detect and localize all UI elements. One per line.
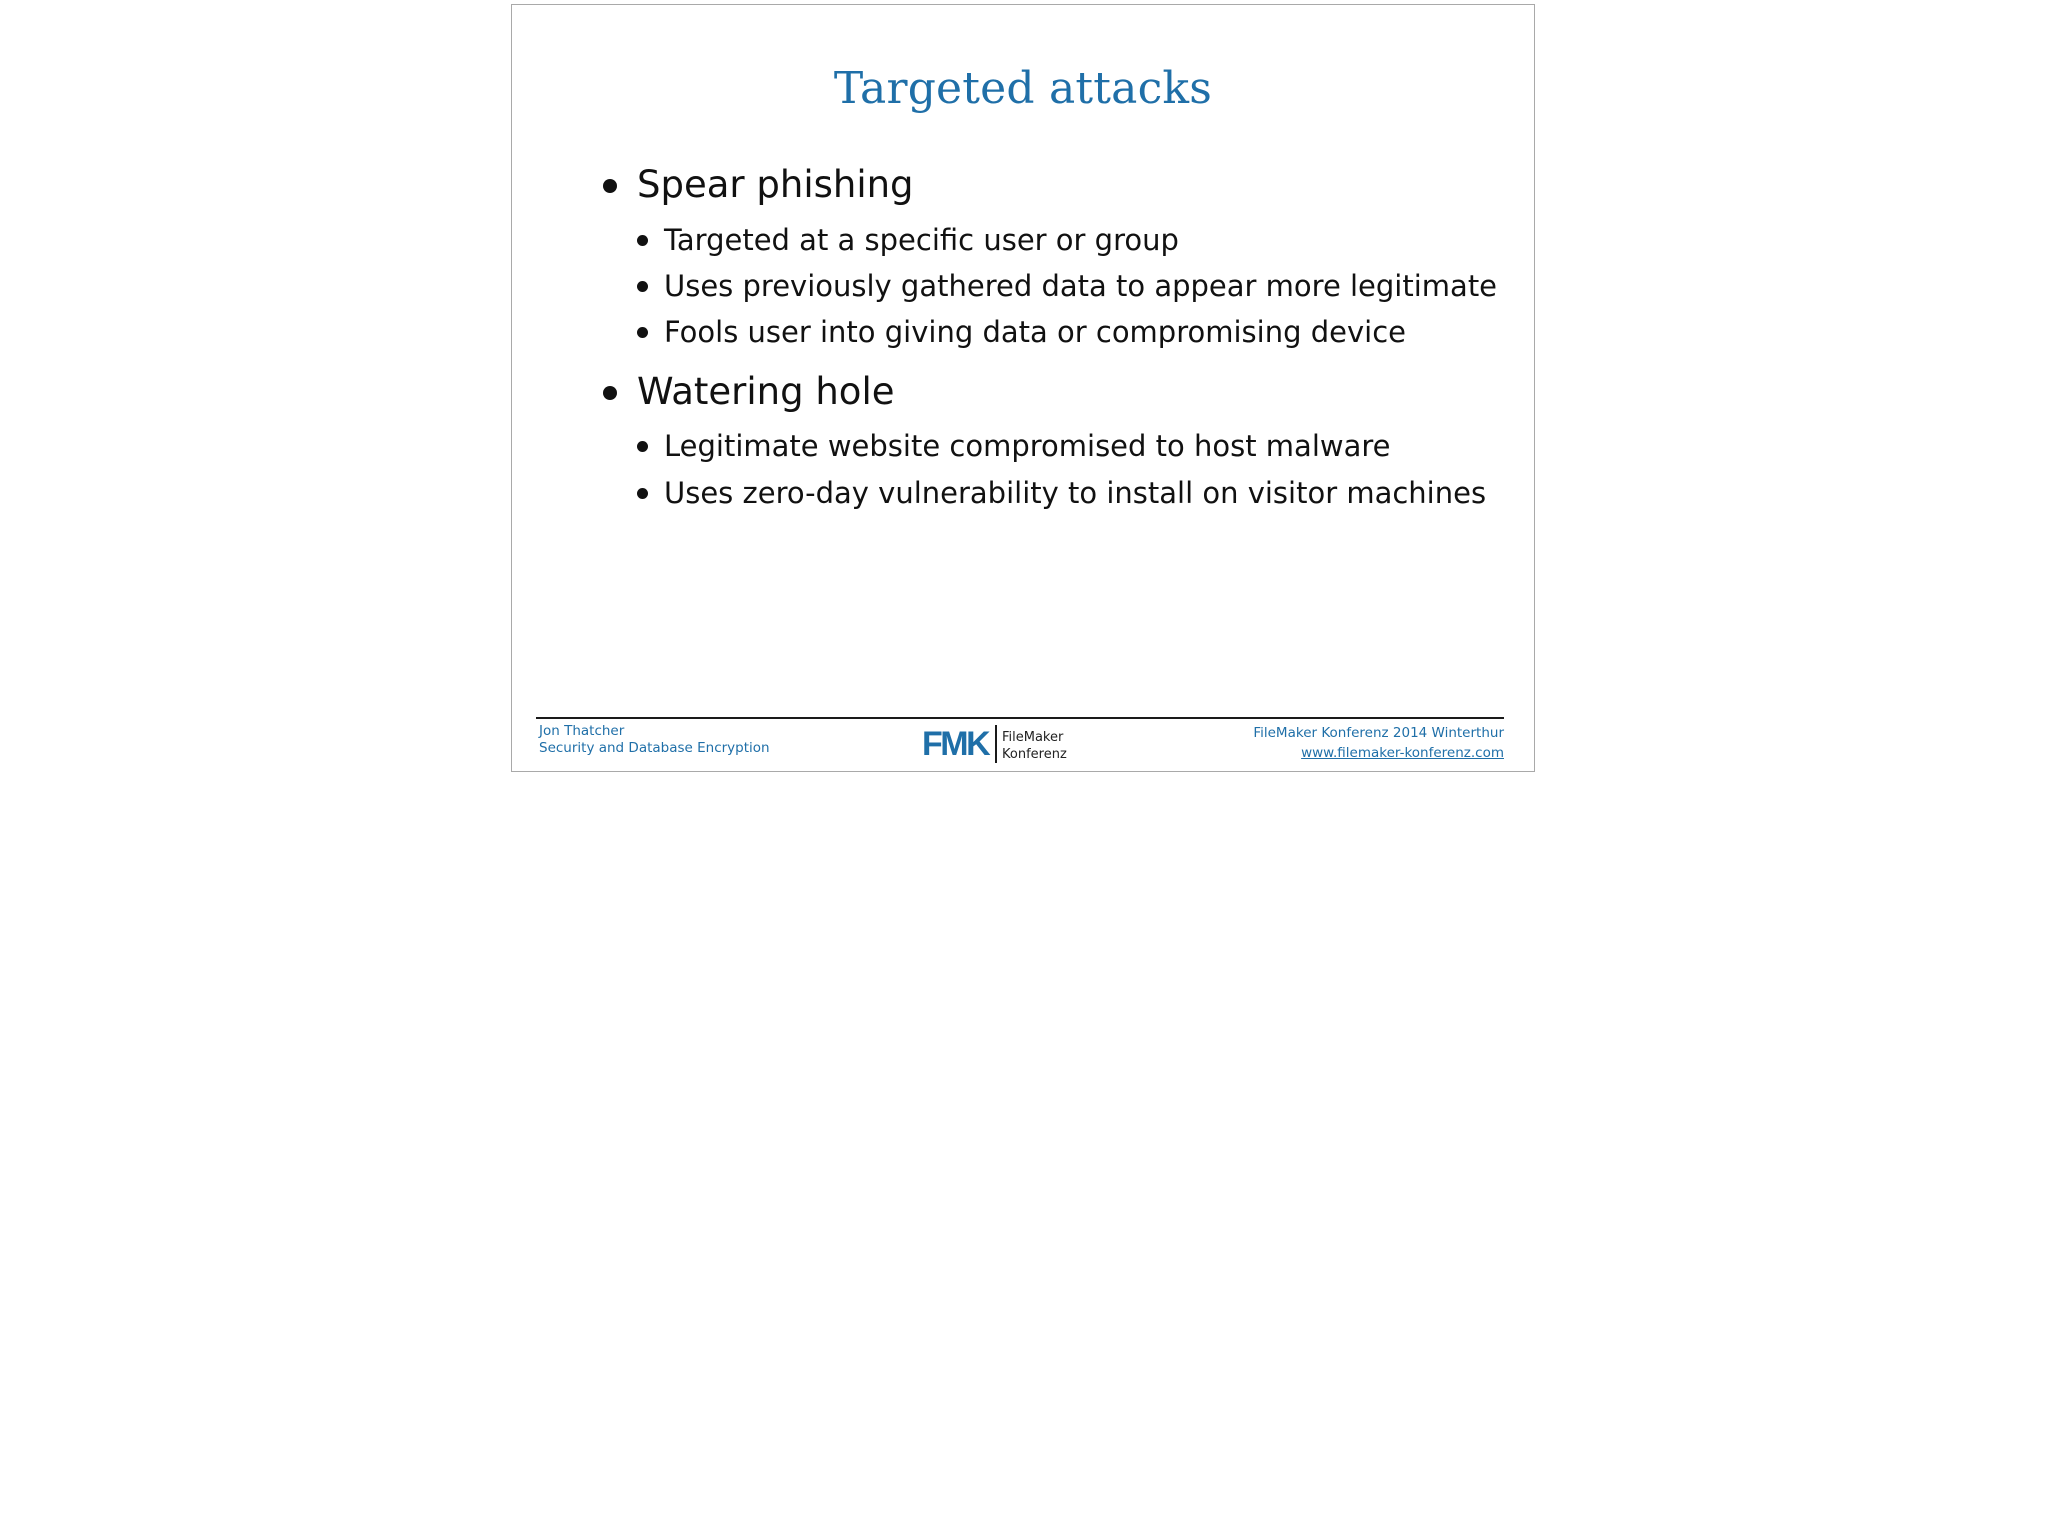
logo-mark: FMK <box>922 725 989 763</box>
bullet-text: Fools user into giving data or compromising device <box>664 315 1406 349</box>
bullet-dot <box>603 179 617 193</box>
bullet-level2 <box>664 476 1486 510</box>
footer-talk-title: Security and Database Encryption <box>539 740 770 756</box>
bullet-level2 <box>664 223 1179 257</box>
bullet-level1 <box>637 370 894 413</box>
bullet-text: Uses previously gathered data to appear more legitimate <box>664 269 1498 303</box>
bullet-dot <box>637 441 648 452</box>
bullet-level2 <box>664 269 1497 303</box>
bullet-dot <box>637 327 648 338</box>
bullet-list <box>512 5 1534 771</box>
footer-url-link[interactable]: www.filemaker-konferenz.com <box>1301 745 1504 761</box>
logo-divider <box>995 725 997 763</box>
bullet-text: Legitimate website compromised to host malware <box>664 429 1391 463</box>
footer-left <box>539 723 770 757</box>
bullet-level2 <box>664 315 1406 349</box>
bullet-text: Spear phishing <box>637 163 914 206</box>
bullet-level1 <box>637 163 914 206</box>
bullet-level2 <box>664 429 1391 463</box>
footer-divider <box>536 717 1504 719</box>
bullet-dot <box>637 281 648 292</box>
logo-line-2: Konferenz <box>1002 747 1067 762</box>
bullet-text: Watering hole <box>637 370 895 413</box>
footer-author: Jon Thatcher <box>539 723 625 739</box>
bullet-dot <box>603 386 617 400</box>
footer-event: FileMaker Konferenz 2014 Winterthur <box>1253 725 1504 741</box>
footer-right <box>1253 723 1504 763</box>
bullet-dot <box>637 235 648 246</box>
slide <box>511 4 1535 772</box>
bullet-text: Targeted at a specific user or group <box>664 223 1179 257</box>
fmk-logo <box>922 723 1072 765</box>
slide-title: Targeted attacks <box>833 63 1213 114</box>
bullet-text: Uses zero-day vulnerability to install on visitor machines <box>664 476 1487 510</box>
bullet-dot <box>637 488 648 499</box>
logo-line-1: FileMaker <box>1002 730 1064 745</box>
